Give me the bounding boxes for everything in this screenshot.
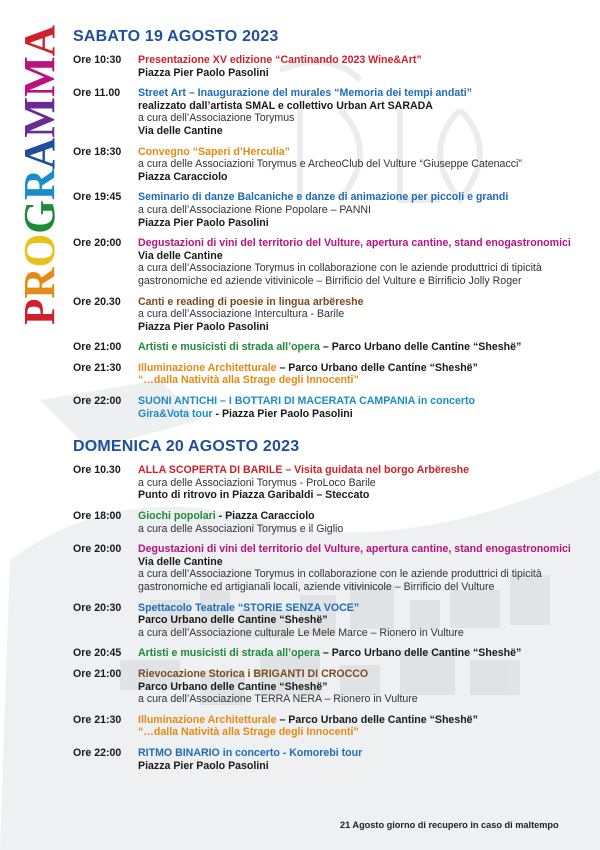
event-line: Parco Urbano delle Cantine “Sheshë” xyxy=(138,614,328,627)
event-details xyxy=(138,362,593,387)
event-line: gastronomiche ed artigianali locali, aziende vitivinicole – Birrificio del Vulture xyxy=(138,581,495,593)
title-letter: P xyxy=(15,298,64,325)
title-letter: R xyxy=(15,266,64,299)
event-time: Ore 20:30 xyxy=(73,601,122,614)
event-row xyxy=(73,54,593,79)
event-line xyxy=(138,510,593,523)
event-row xyxy=(73,668,593,706)
event-details xyxy=(138,237,593,287)
event-line: a cura delle Associazioni Torymus - ProLoco Barile xyxy=(138,476,376,489)
event-time: Ore 18:00 xyxy=(73,510,122,523)
event-time: Ore 20.30 xyxy=(73,295,121,308)
event-row xyxy=(73,362,593,387)
event-line: Via delle Cantine xyxy=(138,124,223,137)
event-details xyxy=(138,146,593,184)
event-row xyxy=(73,87,593,137)
event-line: Piazza Pier Paolo Pasolini xyxy=(138,759,269,772)
event-line: Spettacolo Teatrale “STORIE SENZA VOCE” xyxy=(138,601,360,614)
event-line: realizzato dall’artista SMAL e collettivo Urban Art SARADA xyxy=(138,99,433,112)
event-line-part: – Parco Urbano delle Cantine “Sheshë” xyxy=(319,341,522,354)
title-letter: R xyxy=(15,168,64,201)
event-time: Ore 22:00 xyxy=(73,746,122,759)
event-line: SUONI ANTICHI – I BOTTARI DI MACERATA CAMPANIA in concerto xyxy=(138,395,476,408)
event-line: ALLA SCOPERTA DI BARILE – Visita guidata nel borgo Arbëreshe xyxy=(138,464,470,477)
event-details xyxy=(138,191,593,229)
event-line: Parco Urbano delle Cantine “Sheshë” xyxy=(138,680,328,693)
event-line: Via delle Cantine xyxy=(138,555,223,568)
event-line: Via delle Cantine xyxy=(138,249,223,262)
event-details xyxy=(138,602,593,640)
event-details xyxy=(138,341,593,354)
event-row xyxy=(73,296,593,334)
event-line-part: – Parco Urbano delle Cantine “Sheshë” xyxy=(276,713,478,726)
event-line: a cura dell’Associazione Torymus xyxy=(138,112,295,125)
event-line: a cura dell’Associazione culturale Le Mele Marce – Rionero in Vulture xyxy=(138,626,464,639)
event-line: Street Art – Inaugurazione del murales “Memoria dei tempi andati” xyxy=(138,87,472,100)
event-details xyxy=(138,543,593,593)
title-letter: O xyxy=(15,233,64,268)
event-time: Ore 21:30 xyxy=(73,361,122,374)
event-line xyxy=(138,714,593,727)
event-line-part: Illuminazione Architetturale xyxy=(138,361,277,374)
event-time: Ore 20:00 xyxy=(73,237,122,250)
event-line: Piazza Pier Paolo Pasolini xyxy=(138,320,269,333)
event-time: Ore 21:00 xyxy=(73,341,122,354)
event-row xyxy=(73,543,593,593)
event-line: Piazza Pier Paolo Pasolini xyxy=(138,216,269,229)
event-time: Ore 19:45 xyxy=(73,191,122,204)
event-line-part: Giochi popolari xyxy=(138,510,216,523)
event-time: Ore 18:30 xyxy=(73,145,122,158)
event-time: Ore 21:30 xyxy=(73,713,122,726)
event-details xyxy=(138,668,593,706)
event-line-part: - Piazza Caracciolo xyxy=(215,510,315,523)
event-time: Ore 22:00 xyxy=(73,395,122,408)
event-details xyxy=(138,464,593,502)
programma-vertical-title xyxy=(15,22,64,327)
event-time: Ore 11.00 xyxy=(73,87,121,100)
event-row xyxy=(73,647,593,660)
event-details xyxy=(138,714,593,739)
rain-date-note: 21 Agosto giorno di recupero in caso di maltempo xyxy=(340,820,559,830)
event-time: Ore 10:30 xyxy=(73,54,122,66)
event-details xyxy=(138,395,593,420)
title-letter: A xyxy=(15,24,64,57)
event-row xyxy=(73,602,593,640)
title-letter: M xyxy=(15,55,64,97)
event-line: Seminario di danze Balcaniche e danze di animazione per piccoli e grandi xyxy=(138,191,509,204)
event-row xyxy=(73,714,593,739)
event-line: a cura dell’Associazione Torymus in collaborazione con le aziende produttrici di tipicità xyxy=(138,568,542,581)
event-line: a cura delle Associazioni Torymus e ArcheoClub del Vulture “Giuseppe Catenacci” xyxy=(138,158,522,171)
event-time: Ore 21:00 xyxy=(73,667,122,680)
event-details xyxy=(138,747,593,772)
day-heading: DOMENICA 20 AGOSTO 2023 xyxy=(73,438,300,456)
event-line: a cura dell’Associazione TERRA NERA – Rionero in Vulture xyxy=(138,693,418,706)
event-details xyxy=(138,87,593,137)
event-time: Ore 10.30 xyxy=(73,464,121,477)
event-row xyxy=(73,146,593,184)
event-line-part: Artisti e musicisti di strada all’opera xyxy=(138,341,320,354)
event-line: Piazza Caracciolo xyxy=(138,170,228,183)
event-line-part: - Piazza Pier Paolo Pasolini xyxy=(212,407,353,420)
title-letter: A xyxy=(15,137,64,169)
event-row xyxy=(73,341,593,354)
program-days xyxy=(73,28,593,772)
event-line: RITMO BINARIO in concerto - Komorebi tour xyxy=(138,746,363,759)
event-line xyxy=(138,362,593,375)
event-details xyxy=(138,54,593,79)
event-line: Presentazione XV edizione “Cantinando 2023 Wine&Art” xyxy=(138,54,422,66)
event-line: Piazza Pier Paolo Pasolini xyxy=(138,66,269,79)
event-line-part: – Parco Urbano delle Cantine “Sheshë” xyxy=(319,647,522,660)
event-row xyxy=(73,237,593,287)
event-line xyxy=(138,408,593,421)
event-row xyxy=(73,191,593,229)
event-line-part: Artisti e musicisti di strada all’opera xyxy=(138,647,320,660)
event-line xyxy=(138,341,593,354)
event-row xyxy=(73,464,593,502)
event-line: “…dalla Natività alla Strage degli Innocenti” xyxy=(138,726,359,739)
event-line-part: – Parco Urbano delle Cantine “Sheshë” xyxy=(276,361,478,374)
day-heading: SABATO 19 AGOSTO 2023 xyxy=(73,28,279,45)
event-line xyxy=(138,647,593,660)
event-details xyxy=(138,510,593,535)
event-line-part: Illuminazione Architetturale xyxy=(138,713,277,726)
event-line: Convegno “Saperi d’Herculia” xyxy=(138,145,290,158)
event-line: Degustazioni di vini del territorio del Vulture, apertura cantine, stand enogastronomici xyxy=(138,237,571,250)
event-row xyxy=(73,395,593,420)
event-line: a cura delle Associazioni Torymus e il Giglio xyxy=(138,522,344,535)
event-time: Ore 20:45 xyxy=(73,647,122,660)
event-row xyxy=(73,510,593,535)
title-letter: M xyxy=(15,96,64,138)
event-line: Rievocazione Storica i BRIGANTI DI CROCCO xyxy=(138,667,369,680)
event-details xyxy=(138,647,593,660)
event-time: Ore 20:00 xyxy=(73,543,122,556)
event-line: Degustazioni di vini del territorio del Vulture, apertura cantine, stand enogastronomici xyxy=(138,543,571,556)
event-line: a cura dell’Associazione Rione Popolare – PANNI xyxy=(138,203,371,216)
event-line-part: Gira&Vota tour xyxy=(138,407,213,420)
programma-title-text xyxy=(15,25,64,325)
event-line: a cura dell’Associazione Intercultura - Barile xyxy=(138,308,345,321)
event-details xyxy=(138,296,593,334)
event-line: Punto di ritrovo in Piazza Garibaldi – Steccato xyxy=(138,489,370,502)
title-letter: G xyxy=(15,199,64,234)
event-line: gastronomiche ed aziende vitivinicole – Birrificio del Vulture e Birrificio Jolly Roger xyxy=(138,274,522,287)
program-content xyxy=(73,28,593,780)
event-line: “…dalla Natività alla Strage degli Innocenti” xyxy=(138,374,359,387)
event-line: a cura dell’Associazione Torymus in collaborazione con le aziende produttrici di tipicità xyxy=(138,262,542,275)
event-line: Canti e reading di poesie in lingua arbëreshe xyxy=(138,295,364,308)
event-row xyxy=(73,747,593,772)
